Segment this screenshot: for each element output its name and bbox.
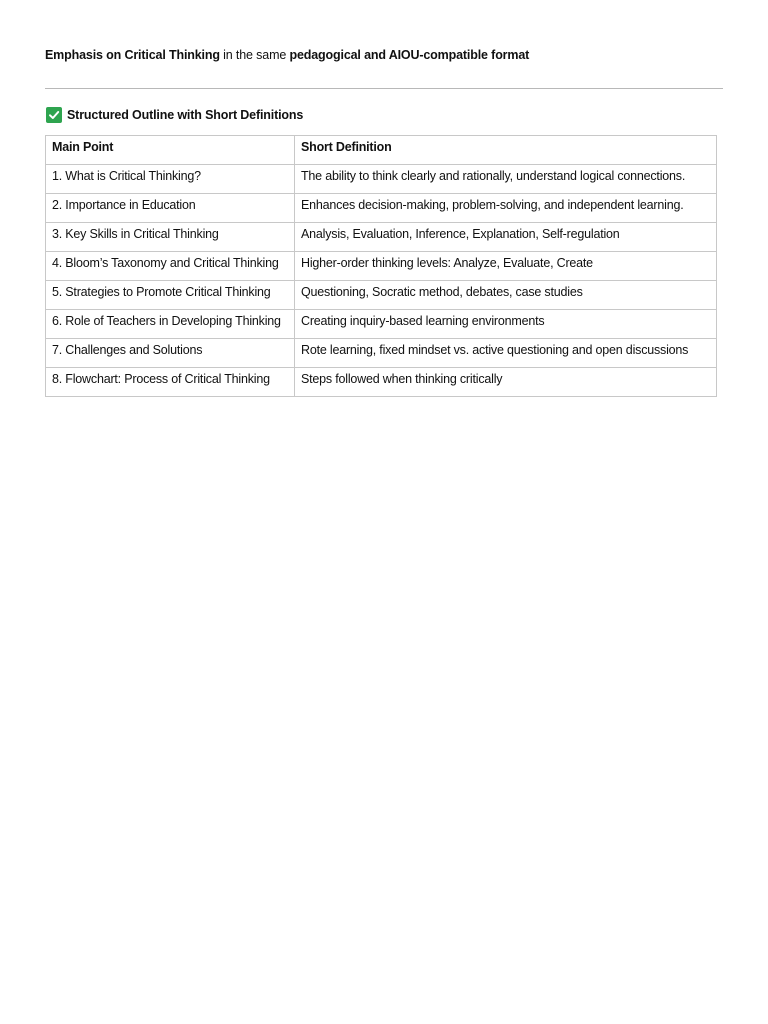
main-point-cell: 4. Bloom’s Taxonomy and Critical Thinking xyxy=(46,252,295,281)
definition-cell: Enhances decision-making, problem-solving, and independent learning. xyxy=(295,194,717,223)
definition-cell: Steps followed when thinking critically xyxy=(295,368,717,397)
main-point-cell: 5. Strategies to Promote Critical Thinking xyxy=(46,281,295,310)
table-header-row xyxy=(46,136,717,165)
horizontal-divider xyxy=(45,88,723,89)
main-point-cell: 7. Challenges and Solutions xyxy=(46,339,295,368)
definition-cell: Creating inquiry-based learning environments xyxy=(295,310,717,339)
table-row xyxy=(46,281,717,310)
table-row xyxy=(46,165,717,194)
intro-emphasis-format: pedagogical and AIOU-compatible format xyxy=(289,48,530,62)
intro-line xyxy=(45,47,529,63)
table-row xyxy=(46,194,717,223)
table-row xyxy=(46,223,717,252)
definition-cell: Higher-order thinking levels: Analyze, Evaluate, Create xyxy=(295,252,717,281)
intro-connector: in the same xyxy=(219,48,290,62)
definition-cell: Questioning, Socratic method, debates, case studies xyxy=(295,281,717,310)
main-point-cell: 1. What is Critical Thinking? xyxy=(46,165,295,194)
column-header-main-point: Main Point xyxy=(46,136,295,165)
definition-cell: Rote learning, fixed mindset vs. active questioning and open discussions xyxy=(295,339,717,368)
outline-table xyxy=(45,135,717,397)
column-header-short-definition: Short Definition xyxy=(295,136,717,165)
check-mark-icon xyxy=(46,107,62,123)
main-point-cell: 2. Importance in Education xyxy=(46,194,295,223)
table-row xyxy=(46,252,717,281)
definition-cell: The ability to think clearly and rationally, understand logical connections. xyxy=(295,165,717,194)
intro-emphasis-topic: Emphasis on Critical Thinking xyxy=(45,48,220,62)
section-heading-text: Structured Outline with Short Definitions xyxy=(67,108,304,122)
table-row xyxy=(46,368,717,397)
table-row xyxy=(46,310,717,339)
section-heading xyxy=(46,106,303,124)
main-point-cell: 8. Flowchart: Process of Critical Thinking xyxy=(46,368,295,397)
main-point-cell: 3. Key Skills in Critical Thinking xyxy=(46,223,295,252)
definition-cell: Analysis, Evaluation, Inference, Explanation, Self-regulation xyxy=(295,223,717,252)
table-row xyxy=(46,339,717,368)
main-point-cell: 6. Role of Teachers in Developing Thinking xyxy=(46,310,295,339)
